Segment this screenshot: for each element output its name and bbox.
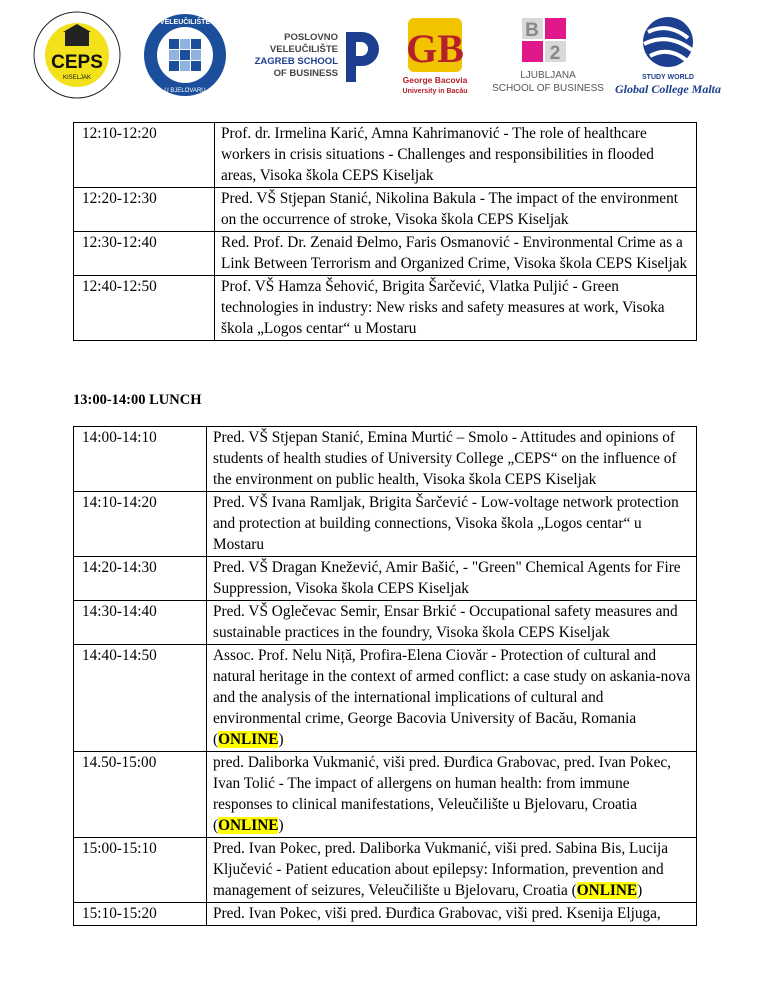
- session-details: [207, 492, 697, 557]
- session-time: 14.50-15:00: [74, 752, 207, 838]
- ceps-logo: [32, 10, 122, 100]
- ljubljana-mark-b: B: [525, 20, 539, 41]
- session-time: 14:40-14:50: [74, 645, 207, 752]
- schedule-row: [74, 903, 697, 926]
- schedule-table-morning: [73, 122, 697, 341]
- logo-strip: [0, 8, 774, 100]
- bacovia-sub: University in Bacău: [402, 88, 468, 95]
- schedule-row: [74, 645, 697, 752]
- session-details: [215, 123, 697, 188]
- schedule-row: [74, 276, 697, 341]
- session-time: 12:40-12:50: [74, 276, 215, 341]
- bacovia-name: George Bacovia: [402, 75, 468, 85]
- malta-logo: [610, 16, 726, 96]
- zagreb-line1: POSLOVNO: [284, 32, 338, 43]
- malta-line1: STUDY WORLD: [642, 74, 694, 81]
- session-text: Red. Prof. Dr. Zenaid Đelmo, Faris Osmanović - Environmental Crime as a Link Between Terrorism and Organized Crime, Visoka škola CEPS Kiseljak: [221, 234, 688, 272]
- zagreb-line2: VELEUČILIŠTE: [269, 44, 338, 55]
- zagreb-line3: ZAGREB SCHOOL: [254, 56, 338, 67]
- bjelovar-logo: [142, 12, 228, 98]
- online-badge: ONLINE: [218, 817, 279, 834]
- schedule-row: [74, 838, 697, 903]
- session-details: [207, 601, 697, 645]
- schedule-row: [74, 752, 697, 838]
- schedule-row: [74, 427, 697, 492]
- session-time: 15:10-15:20: [74, 903, 207, 926]
- session-text: Prof. VŠ Hamza Šehović, Brigita Šarčević, Vlatka Puljić - Green technologies in industry: New risks and safety measures at work, Visoka škola „Logos centar“ u Mostaru: [221, 278, 665, 337]
- schedule-row: [74, 188, 697, 232]
- session-details: Assoc. Prof. Nelu Niță, Profira-Elena Ciovăr - Protection of cultural and natural heritage in the context of armed conflict: a case study on askania-nova and the analysis of the international implications of cultural and environmental crime, George Bacovia University of Bacău, Romania (ONLINE): [207, 645, 697, 752]
- session-text: Pred. VŠ Stjepan Stanić, Emina Murtić – Smolo - Attitudes and opinions of students of health studies of University College „CEPS“ on the influence of the environment on public health, Visoka škola CEPS Kiseljak: [213, 429, 677, 488]
- schedule-row: [74, 232, 697, 276]
- ljubljana-logo: [490, 16, 606, 96]
- session-time: 15:00-15:10: [74, 838, 207, 903]
- session-time: 12:10-12:20: [74, 123, 215, 188]
- malta-line2: Global College Malta: [615, 82, 721, 96]
- lunch-break-heading: 13:00-14:00 LUNCH: [73, 392, 202, 408]
- session-time: 14:30-14:40: [74, 601, 207, 645]
- session-text: Pred. Ivan Pokec, pred. Daliborka Vukmanić, viši pred. Sabina Bis, Lucija Ključević - Patient education about epilepsy: Information, prevention and management of seizures, Veleučilište u Bjelovaru, Croatia: [213, 840, 669, 899]
- bjelovar-ring-top: VELEUČILIŠTE: [159, 19, 211, 26]
- schedule-row: [74, 601, 697, 645]
- session-text: Pred. Ivan Pokec, viši pred. Đurđica Grabovac, viši pred. Ksenija Eljuga,: [213, 905, 661, 922]
- zagreb-line4: OF BUSINESS: [273, 68, 338, 79]
- session-text: Pred. VŠ Oglečevac Semir, Ensar Brkić - Occupational safety measures and sustainable practices in the foundry, Visoka škola CEPS Kiseljak: [213, 603, 678, 641]
- ljubljana-mark-2: 2: [549, 43, 561, 64]
- schedule-table-afternoon: [73, 426, 697, 926]
- bjelovar-ring-bottom: U BJELOVARU: [164, 88, 206, 94]
- schedule-row: [74, 557, 697, 601]
- bacovia-logo: [396, 14, 474, 96]
- online-badge: ONLINE: [576, 882, 638, 899]
- ceps-name: CEPS: [51, 52, 103, 73]
- session-text: Pred. VŠ Ivana Ramljak, Brigita Šarčević - Low-voltage network protection and protection at building connections, Visoka škola „Logos centar“ u Mostaru: [213, 494, 679, 553]
- session-details: [207, 903, 697, 926]
- schedule-row: [74, 492, 697, 557]
- session-details: Pred. Ivan Pokec, pred. Daliborka Vukmanić, viši pred. Sabina Bis, Lucija Ključević - Patient education about epilepsy: Information, prevention and management of seizures, Veleučilište u Bjelovaru, Croatia (ONLINE): [207, 838, 697, 903]
- session-text: Prof. dr. Irmelina Karić, Amna Kahrimanović - The role of healthcare workers in crisis situations - Challenges and responsibilities in flooded areas, Visoka škola CEPS Kiseljak: [221, 125, 654, 184]
- session-details: [207, 427, 697, 492]
- bacovia-mark: GB: [406, 26, 464, 71]
- session-details: [215, 276, 697, 341]
- session-details: [215, 232, 697, 276]
- ljubljana-line2: SCHOOL OF BUSINESS: [492, 83, 604, 94]
- session-details: [215, 188, 697, 232]
- zagreb-school-logo: [250, 26, 382, 86]
- session-time: 14:10-14:20: [74, 492, 207, 557]
- schedule-row: [74, 123, 697, 188]
- ceps-city: KISELJAK: [62, 75, 92, 81]
- session-time: 12:30-12:40: [74, 232, 215, 276]
- session-details: [207, 557, 697, 601]
- ljubljana-line1: LJUBLJANA: [520, 70, 576, 81]
- session-details: pred. Daliborka Vukmanić, viši pred. Đurđica Grabovac, pred. Ivan Pokec, Ivan Tolić - The impact of allergens on human health: from immune responses to clinical manifestations, Veleučilište u Bjelovaru, Croatia (ONLINE): [207, 752, 697, 838]
- session-text: pred. Daliborka Vukmanić, viši pred. Đurđica Grabovac, pred. Ivan Pokec, Ivan Tolić - The impact of allergens on human health: from immune responses to clinical manifestations, Veleučilište u Bjelovaru, Croatia: [213, 754, 671, 813]
- session-time: 12:20-12:30: [74, 188, 215, 232]
- session-time: 14:20-14:30: [74, 557, 207, 601]
- session-time: 14:00-14:10: [74, 427, 207, 492]
- online-badge: ONLINE: [218, 731, 279, 748]
- session-text: Pred. VŠ Dragan Knežević, Amir Bašić, - "Green" Chemical Agents for Fire Suppression, Visoka škola CEPS Kiseljak: [213, 559, 681, 597]
- session-text: Assoc. Prof. Nelu Niță, Profira-Elena Ciovăr - Protection of cultural and natural heritage in the context of armed conflict: a case study on askania-nova and the analysis of the international implications of cultural and environmental crime, George Bacovia University of Bacău, Romania: [213, 647, 691, 727]
- session-text: Pred. VŠ Stjepan Stanić, Nikolina Bakula - The impact of the environment on the occurrence of stroke, Visoka škola CEPS Kiseljak: [221, 190, 678, 228]
